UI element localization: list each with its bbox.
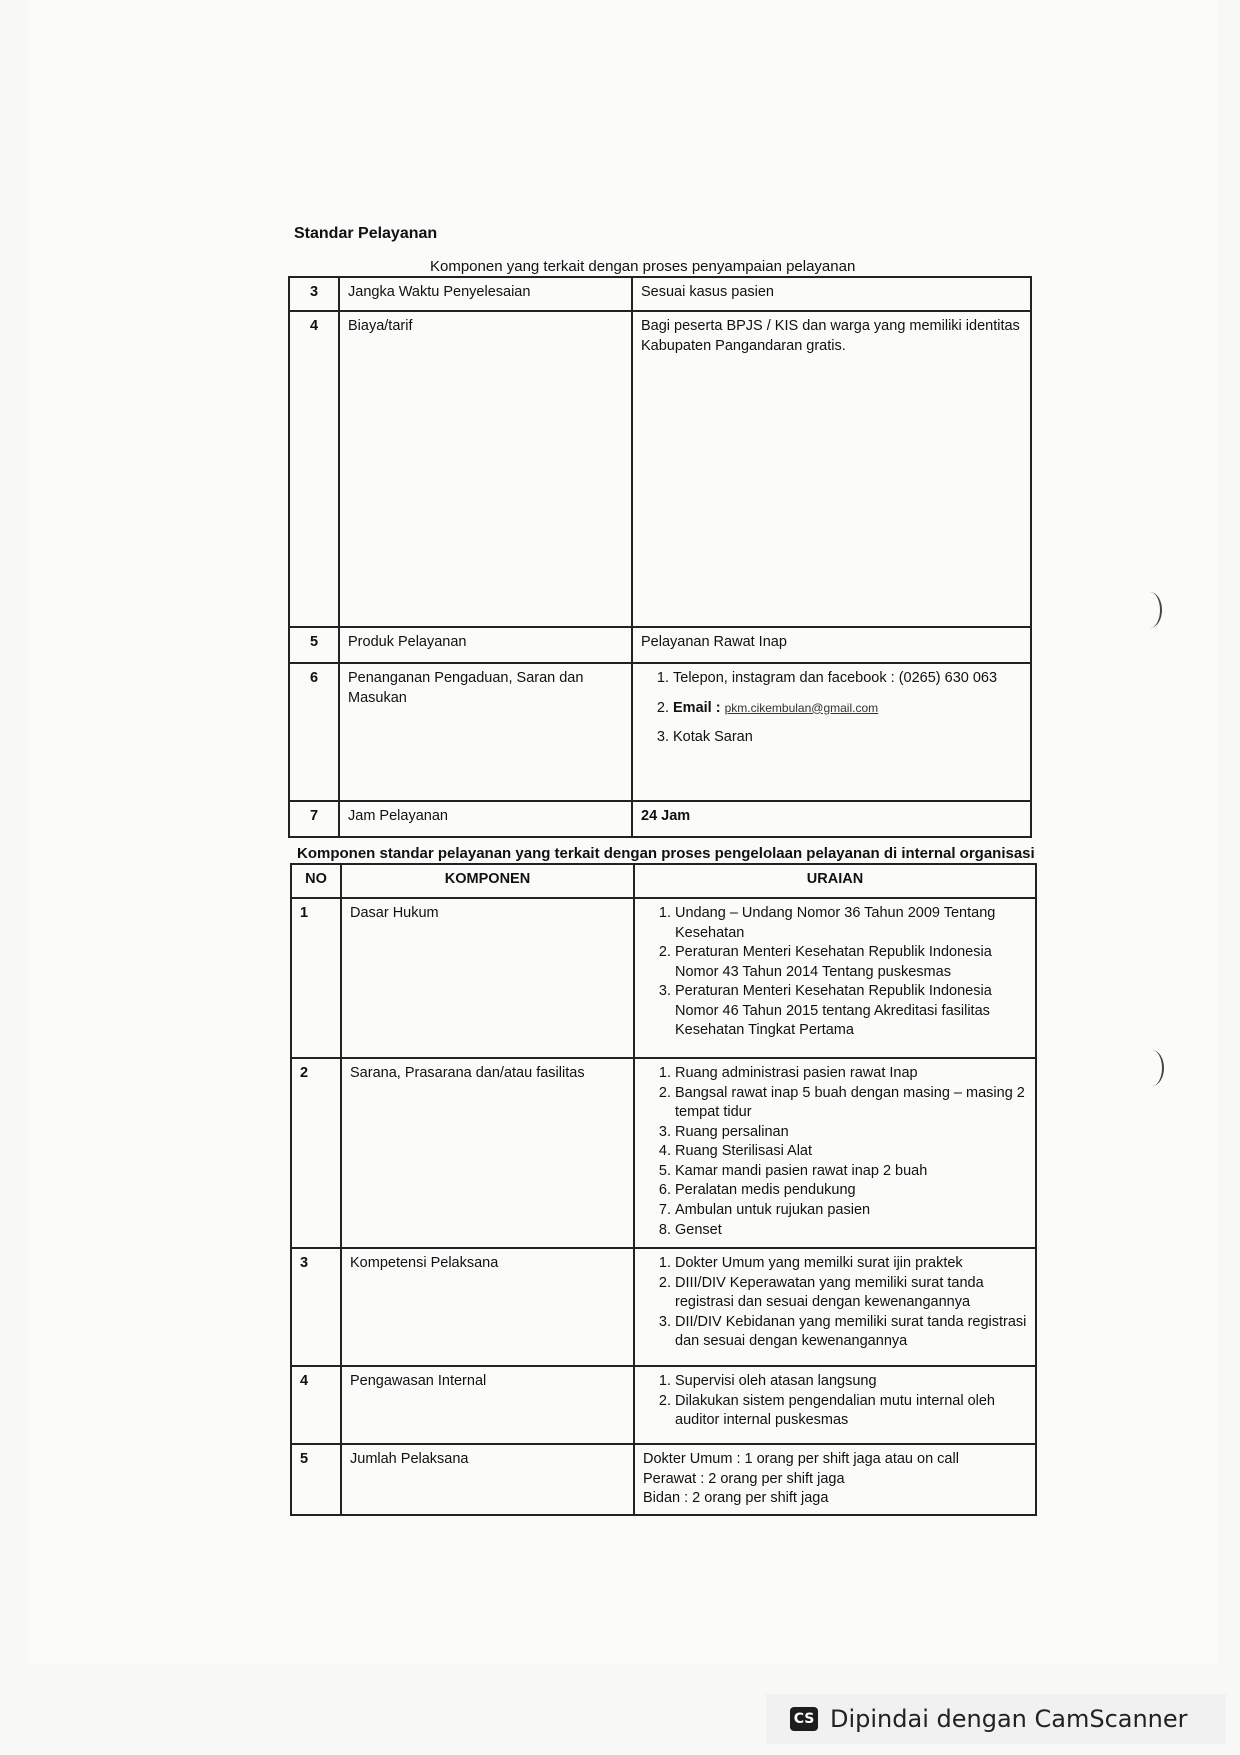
- supervision-list: [643, 1372, 1027, 1431]
- header-detail: URAIAN: [634, 864, 1036, 898]
- list-item: 5. Kamar mandi pasien rawat inap 2 buah: [675, 1162, 1027, 1182]
- delivery-table-caption: Komponen yang terkait dengan proses penyampaian pelayanan: [430, 258, 856, 275]
- internal-components-table: [290, 863, 1037, 1516]
- competency-list: [643, 1254, 1027, 1352]
- list-item: 2. DIII/DIV Keperawatan yang memiliki surat tanda registrasi dan sesuai dengan kewenangannya: [675, 1274, 1027, 1313]
- staff-line: Bidan : 2 orang per shift jaga: [643, 1490, 829, 1507]
- table-row: [289, 663, 1031, 801]
- table-row: [291, 1248, 1036, 1366]
- list-item: 6. Peralatan medis pendukung: [675, 1181, 1027, 1201]
- table-row: [289, 277, 1031, 311]
- camscanner-label: Dipindai dengan CamScanner: [830, 1705, 1188, 1733]
- list-item: 3. DII/DIV Kebidanan yang memiliki surat tanda registrasi dan sesuai dengan kewenangannya: [675, 1313, 1027, 1352]
- row-number: 4: [291, 1366, 341, 1444]
- row-number: 1: [291, 898, 341, 1058]
- table-row: [291, 1058, 1036, 1248]
- detail-cell: [634, 1058, 1036, 1248]
- table-header-row: [291, 864, 1036, 898]
- component-cell: Dasar Hukum: [341, 898, 634, 1058]
- component-cell: Jangka Waktu Penyelesaian: [339, 277, 632, 311]
- table-row: [289, 627, 1031, 663]
- component-cell: Biaya/tarif: [339, 311, 632, 627]
- row-number: 3: [291, 1248, 341, 1366]
- table-row: [289, 311, 1031, 627]
- detail-cell: [634, 1248, 1036, 1366]
- staff-count-lines: [643, 1450, 1027, 1509]
- list-item: 1. Dokter Umum yang memilki surat ijin praktek: [675, 1254, 1027, 1274]
- detail-cell: [632, 663, 1031, 801]
- row-number: 7: [289, 801, 339, 837]
- table-row: [289, 801, 1031, 837]
- detail-cell: Bagi peserta BPJS / KIS dan warga yang memiliki identitas Kabupaten Pangandaran gratis.: [632, 311, 1031, 627]
- row-number: 3: [289, 277, 339, 311]
- camscanner-logo-icon: CS: [790, 1707, 818, 1731]
- list-item: 3. Peraturan Menteri Kesehatan Republik Indonesia Nomor 46 Tahun 2015 tentang Akreditasi fasilitas Kesehatan Tingkat Pertama: [675, 982, 1027, 1041]
- component-cell: Jam Pelayanan: [339, 801, 632, 837]
- detail-cell: Pelayanan Rawat Inap: [632, 627, 1031, 663]
- list-item: 8. Genset: [675, 1221, 1027, 1241]
- list-item: 7. Ambulan untuk rujukan pasien: [675, 1201, 1027, 1221]
- list-item: 2. Bangsal rawat inap 5 buah dengan masing – masing 2 tempat tidur: [675, 1084, 1027, 1123]
- list-item: 1. Ruang administrasi pasien rawat Inap: [675, 1064, 1027, 1084]
- header-component: KOMPONEN: [341, 864, 634, 898]
- list-item: [673, 699, 1022, 719]
- camscanner-badge: [766, 1694, 1226, 1744]
- detail-cell: 24 Jam: [632, 801, 1031, 837]
- list-item: 3. Ruang persalinan: [675, 1123, 1027, 1143]
- list-item: 1. Supervisi oleh atasan langsung: [675, 1372, 1027, 1392]
- list-item: 1. Undang – Undang Nomor 36 Tahun 2009 Tentang Kesehatan: [675, 904, 1027, 943]
- detail-cell: [634, 1366, 1036, 1444]
- component-cell: Kompetensi Pelaksana: [341, 1248, 634, 1366]
- row-number: 6: [289, 663, 339, 801]
- email-link[interactable]: pkm.cikembulan@gmail.com: [724, 700, 879, 715]
- staff-line: Dokter Umum : 1 orang per shift jaga atau on call: [643, 1451, 959, 1467]
- detail-cell: [634, 1444, 1036, 1515]
- detail-cell: Sesuai kasus pasien: [632, 277, 1031, 311]
- legal-basis-list: [643, 904, 1027, 1041]
- delivery-components-table: [288, 276, 1032, 838]
- list-item: 1. Telepon, instagram dan facebook : (0265) 630 063: [673, 669, 1022, 689]
- internal-table-caption: Komponen standar pelayanan yang terkait dengan proses pengelolaan pelayanan di internal organisasi: [297, 845, 1035, 862]
- email-label: Email :: [673, 699, 721, 716]
- component-cell: Penanganan Pengaduan, Saran dan Masukan: [339, 663, 632, 801]
- component-cell: Pengawasan Internal: [341, 1366, 634, 1444]
- row-number: 2: [291, 1058, 341, 1248]
- component-cell: Produk Pelayanan: [339, 627, 632, 663]
- detail-cell: [634, 898, 1036, 1058]
- table-row: [291, 1444, 1036, 1515]
- row-number: 5: [291, 1444, 341, 1515]
- document-title: Standar Pelayanan: [294, 225, 438, 242]
- table-row: [291, 1366, 1036, 1444]
- list-item: 2. Dilakukan sistem pengendalian mutu internal oleh auditor internal puskesmas: [675, 1392, 1027, 1431]
- component-cell: Jumlah Pelaksana: [341, 1444, 634, 1515]
- table-row: [291, 898, 1036, 1058]
- row-number: 4: [289, 311, 339, 627]
- list-item: 4. Ruang Sterilisasi Alat: [675, 1142, 1027, 1162]
- complaint-channel-list: [641, 669, 1022, 748]
- scan-artifact-mark: [1138, 592, 1162, 628]
- component-cell: Sarana, Prasarana dan/atau fasilitas: [341, 1058, 634, 1248]
- row-number: 5: [289, 627, 339, 663]
- facilities-list: [643, 1064, 1027, 1240]
- scan-artifact-mark: [1140, 1050, 1164, 1086]
- list-item: 3. Kotak Saran: [673, 728, 1022, 748]
- staff-line: Perawat : 2 orang per shift jaga: [643, 1470, 845, 1487]
- header-no: NO: [291, 864, 341, 898]
- list-item: 2. Peraturan Menteri Kesehatan Republik Indonesia Nomor 43 Tahun 2014 Tentang puskesmas: [675, 943, 1027, 982]
